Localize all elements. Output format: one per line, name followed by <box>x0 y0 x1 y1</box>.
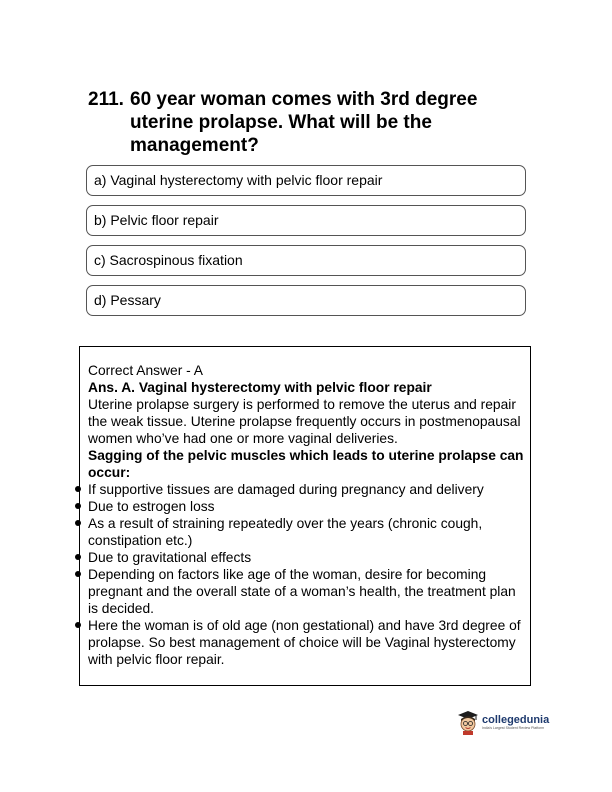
answer-explanation-box <box>79 346 531 686</box>
student-mascot-icon <box>456 709 480 735</box>
options-list <box>86 165 526 325</box>
bullet-icon <box>75 571 81 577</box>
bullet-icon <box>75 554 81 560</box>
bullet-icon <box>75 520 81 526</box>
list-item-text: Due to gravitational effects <box>88 550 252 565</box>
logo-tagline: India's Largest Student Review Platform <box>482 725 545 730</box>
logo-name: collegedunia <box>482 713 550 726</box>
list-item-text: If supportive tissues are damaged during pregnancy and delivery <box>88 482 484 497</box>
bullet-icon <box>75 486 81 492</box>
option-d[interactable]: d) Pessary <box>86 285 526 316</box>
list-item <box>88 617 524 668</box>
bullet-icon <box>75 503 81 509</box>
question-number: 211. <box>88 89 124 110</box>
list-item-text: Depending on factors like age of the woman, desire for becoming pregnant and the overall state of a woman’s health, the treatment plan is decided. <box>88 567 516 616</box>
option-a[interactable]: a) Vaginal hysterectomy with pelvic floor repair <box>86 165 526 196</box>
answer-heading: Ans. A. Vaginal hysterectomy with pelvic floor repair <box>88 380 432 395</box>
list-item <box>88 515 524 549</box>
cause-list <box>88 481 524 668</box>
option-b[interactable]: b) Pelvic floor repair <box>86 205 526 236</box>
list-item-text: Due to estrogen loss <box>88 499 215 514</box>
bullet-icon <box>75 622 81 628</box>
list-item <box>88 498 524 515</box>
option-c[interactable]: c) Sacrospinous fixation <box>86 245 526 276</box>
list-item-text: Here the woman is of old age (non gestational) and have 3rd degree of prolapse. So best management of choice will be Vaginal hysterectomy with pelvic floor repair. <box>88 618 521 667</box>
list-item-text: As a result of straining repeatedly over the years (chronic cough, constipation etc.) <box>88 516 483 548</box>
list-item <box>88 549 524 566</box>
list-item <box>88 566 524 617</box>
list-item <box>88 481 524 498</box>
collegedunia-logo[interactable] <box>456 709 549 735</box>
answer-subheading: Sagging of the pelvic muscles which leads to uterine prolapse can occur: <box>88 448 524 480</box>
answer-explanation: Uterine prolapse surgery is performed to remove the uterus and repair the weak tissue. Uterine prolapse frequently occurs in postmenopausal women who’ve had one or more vaginal deliveries. <box>88 397 521 446</box>
question-heading <box>88 88 528 157</box>
question-text: 60 year woman comes with 3rd degree uterine prolapse. What will be the management? <box>130 89 478 156</box>
correct-answer-label: Correct Answer - A <box>88 363 204 378</box>
